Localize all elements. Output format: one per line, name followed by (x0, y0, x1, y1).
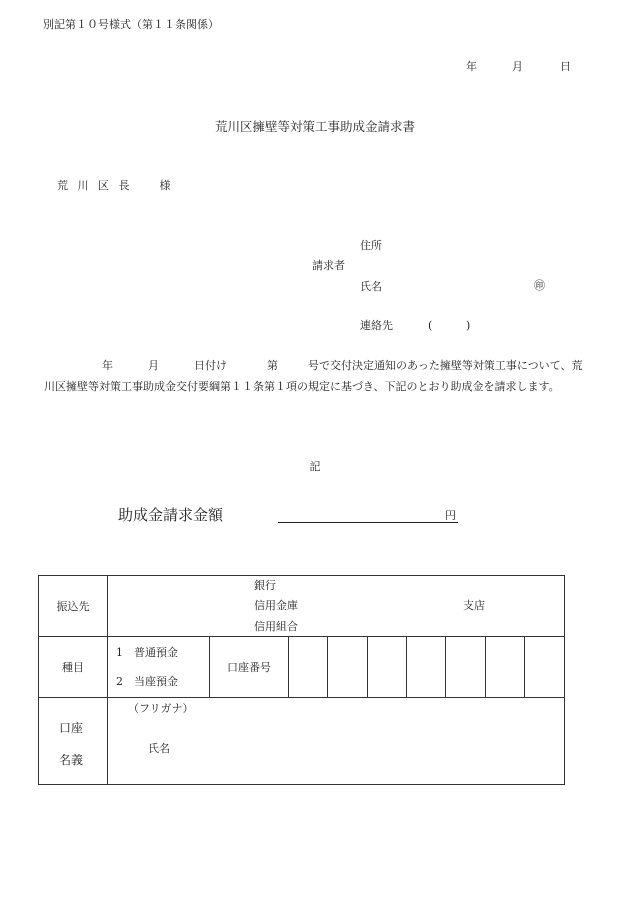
date-year-label: 年 (466, 60, 477, 73)
body-text-rest: 号で交付決定通知のあった擁壁等対策工事について、荒川区擁壁等対策工事助成金交付要綱第１１条第１項の規定に基づき、下記のとおり助成金を請求します。 (44, 359, 583, 393)
name-label: 氏名 (360, 280, 382, 293)
date-day-label: 日 (560, 60, 571, 73)
holder-cell (108, 698, 565, 785)
account-number-label: 口座番号 (210, 637, 289, 698)
holder-name-label: 氏名 (148, 742, 170, 755)
type-header: 種目 (39, 637, 108, 698)
account-holder-row (39, 698, 565, 785)
claimant-label: 請求者 (312, 259, 345, 272)
addressee: 荒 川 区 長 様 (57, 179, 172, 192)
credit-bank-label: 信用金庫 (254, 599, 298, 612)
transfer-row (39, 576, 565, 637)
account-digit-cell (407, 637, 446, 698)
account-digit-cell (486, 637, 525, 698)
body-year: 年 (102, 359, 113, 372)
body-month: 月 (148, 359, 159, 372)
contact-paren-close: ) (466, 319, 471, 332)
current-deposit-option: 2 当座預金 (116, 675, 178, 688)
account-digit-cell (289, 637, 328, 698)
body-paragraph (44, 356, 584, 397)
address-label: 住所 (360, 239, 382, 252)
account-digit-cell (525, 637, 565, 698)
amount-label: 助成金請求金額 (118, 506, 224, 524)
holder-header-line1: 口座 (59, 721, 84, 735)
amount-unit: 円 (445, 509, 456, 522)
credit-union-label: 信用組合 (254, 620, 298, 633)
date-month-label: 月 (512, 60, 523, 73)
bank-account-table (38, 575, 565, 785)
ordinary-deposit-option: 1 普通預金 (116, 646, 178, 659)
body-number-prefix: 第 (267, 359, 278, 372)
contact-paren-open: ( (428, 319, 433, 332)
furigana-label: （フリガナ） (128, 702, 194, 715)
holder-header-line2: 名義 (59, 753, 84, 767)
account-digit-cell (446, 637, 486, 698)
transfer-header: 振込先 (39, 576, 108, 637)
account-type-row (39, 637, 565, 698)
holder-header (39, 698, 108, 785)
seal-mark: ㊞ (534, 279, 545, 292)
branch-label: 支店 (463, 599, 485, 612)
account-digit-cell (328, 637, 368, 698)
type-options-cell (108, 637, 210, 698)
bank-label: 銀行 (254, 579, 276, 592)
amount-underline (278, 522, 458, 523)
transfer-cell (108, 576, 565, 637)
contact-label: 連絡先 (360, 319, 393, 332)
account-digit-cell (368, 637, 407, 698)
ki-mark: 記 (309, 460, 321, 473)
form-reference: 別記第１０号様式（第１１条関係） (43, 18, 219, 31)
document-title: 荒川区擁壁等対策工事助成金請求書 (214, 119, 415, 134)
body-dated: 日付け (194, 359, 227, 372)
